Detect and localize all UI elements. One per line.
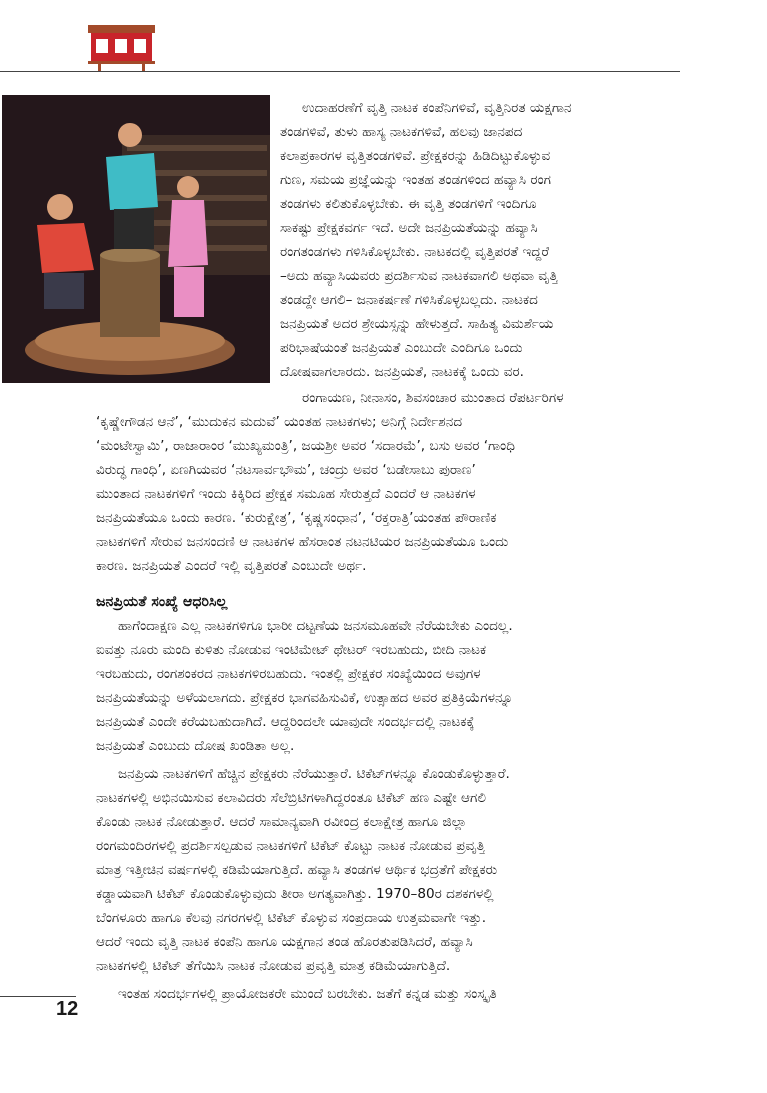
paragraph-line: ತಂಡಗಳು ಕಲಿತುಕೊಳ್ಳಬೇಕು. ಈ ವೃತ್ತಿ ತಂಡಗಳಿಗೆ ಇಂದಿಗೂ [280, 196, 537, 212]
paragraph-line: ಉದಾಹರಣೆಗೆ ವೃತ್ತಿ ನಾಟಕ ಕಂಪೆನಿಗಳಿವೆ, ವೃತ್ತಿನಿರತ ಯಕ್ಷಗಾನ [302, 100, 572, 116]
paragraph-line: ಜನಪ್ರಿಯತೆ ಅದರ ಶ್ರೇಯಸ್ಸನ್ನು ಹೇಳುತ್ತದೆ. ಸಾಹಿತ್ಯ ವಿಮರ್ಶೆಯ [280, 316, 554, 332]
paragraph-line: ತಂಡಗಳಿವೆ, ತುಳು ಹಾಸ್ಯ ನಾಟಕಗಳಿವೆ, ಹಲವು ಜಾನಪದ [280, 124, 523, 140]
stage-scene-photo [2, 95, 270, 383]
paragraph-line: ಆದರೆ ಇಂದು ವೃತ್ತಿ ನಾಟಕ ಕಂಪೆನಿ ಹಾಗೂ ಯಕ್ಷಗಾನ ತಂಡ ಹೊರತುಪಡಿಸಿದರೆ, ಹವ್ಯಾಸಿ [96, 934, 473, 950]
paragraph-line: ಇರಬಹುದು, ರಂಗಶಂಕರದ ನಾಟಕಗಳಿರಬಹುದು. ಇಂತಲ್ಲಿ ಪ್ರೇಕ್ಷಕರ ಸಂಖ್ಯೆಯಿಂದ ಅವುಗಳ [96, 666, 481, 682]
footer-rule [0, 996, 76, 997]
section-heading: ಜನಪ್ರಿಯತೆ ಸಂಖ್ಯೆ ಆಧರಿಸಿಲ್ಲ [96, 594, 228, 610]
paragraph-line: ವಿರುದ್ಧ ಗಾಂಧಿ’, ಏಣಗಿಯವರ ‘ನಟಸಾರ್ವಭೌಮ’, ಚಂದ್ರು ಅವರ ‘ಬಡೇಸಾಬು ಪುರಾಣ’ [96, 462, 476, 478]
paragraph-line: ಜನಪ್ರಿಯತೆ ಎಂದೇ ಕರೆಯಬಹುದಾಗಿದೆ. ಆದ್ದರಿಂದಲೇ ಯಾವುದೇ ಸಂದರ್ಭದಲ್ಲಿ ನಾಟಕಕ್ಕೆ [96, 714, 475, 730]
paragraph-line: ಮುಂತಾದ ನಾಟಕಗಳಿಗೆ ಇಂದು ಕಿಕ್ಕಿರಿದ ಪ್ರೇಕ್ಷಕ ಸಮೂಹ ಸೇರುತ್ತದೆ ಎಂದರೆ ಆ ನಾಟಕಗಳ [96, 486, 476, 502]
paragraph-line: ಕಡ್ಡಾಯವಾಗಿ ಟಿಕೆಟ್ ಕೊಂಡುಕೊಳ್ಳುವುದು ತೀರಾ ಅಗತ್ಯವಾಗಿತ್ತು. 1970–80ರ ದಶಕಗಳಲ್ಲಿ [96, 886, 494, 902]
paragraph-line: ಮಾತ್ರ ಇತ್ತೀಚಿನ ವರ್ಷಗಳಲ್ಲಿ ಕಡಿಮೆಯಾಗುತ್ತಿದೆ. ಹವ್ಯಾಸಿ ತಂಡಗಳ ಆರ್ಥಿಕ ಭದ್ರತೆಗೆ ಪೇಕ್ಷಕರು [96, 862, 498, 878]
paragraph-line: ನಾಟಕಗಳಲ್ಲಿ ಅಭಿನಯಿಸುವ ಕಲಾವಿದರು ಸೆಲೆಬ್ರಿಟಿಗಳಾಗಿದ್ದರಂತೂ ಟಿಕೆಟ್ ಹಣ ಎಷ್ಟೇ ಆಗಲಿ [96, 790, 487, 806]
paragraph-line: ಹಾಗೆಂದಾಕ್ಷಣ ಎಲ್ಲ ನಾಟಕಗಳಿಗೂ ಭಾರೀ ದಟ್ಟಣೆಯ ಜನಸಮೂಹವೇ ನೆರೆಯಬೇಕು ಎಂದಲ್ಲ. [118, 618, 513, 634]
page-number: 12 [56, 998, 79, 1020]
paragraph-line: ನಾಟಕಗಳಲ್ಲಿ ಟಿಕೆಟ್ ತೆಗೆಯಿಸಿ ನಾಟಕ ನೋಡುವ ಪ್ರವೃತ್ತಿ ಮಾತ್ರ ಕಡಿಮೆಯಾಗುತ್ತಿದೆ. [96, 958, 451, 974]
paragraph-line: ಐವತ್ತು ನೂರು ಮಂದಿ ಕುಳಿತು ನೋಡುವ ಇಂಟಿಮೇಟ್ ಥೇಟರ್ ಇರಬಹುದು, ಬೀದಿ ನಾಟಕ [96, 642, 487, 658]
header-rule [0, 71, 680, 72]
paragraph-line: ಜನಪ್ರಿಯತೆಯನ್ನು ಅಳೆಯಲಾಗದು. ಪ್ರೇಕ್ಷಕರ ಭಾಗವಹಿಸುವಿಕೆ, ಉತ್ಸಾಹದ ಅವರ ಪ್ರತಿಕ್ರಿಯೆಗಳನ್ನೂ [96, 690, 514, 706]
paragraph-line: ಬೆಂಗಳೂರು ಹಾಗೂ ಕೆಲವು ನಗರಗಳಲ್ಲಿ ಟಿಕೆಟ್ ಕೊಳ್ಳುವ ಸಂಪ್ರದಾಯ ಉತ್ತಮವಾಗೇ ಇತ್ತು. [96, 910, 487, 926]
paragraph-line: ‘ಮಂಟೇಸ್ವಾಮಿ’, ರಾಜಾರಾಂರ ‘ಮುಖ್ಯಮಂತ್ರಿ’, ಜಯಶ್ರೀ ಅವರ ‘ಸದಾರಮೆ’, ಬಸು ಅವರ ‘ಗಾಂಧಿ [96, 438, 515, 454]
paragraph-line: ರಂಗಮಂದಿರಗಳಲ್ಲಿ ಪ್ರದರ್ಶಿಸಲ್ಪಡುವ ನಾಟಕಗಳಿಗೆ ಟಿಕೆಟ್ ಕೊಟ್ಟು ನಾಟಕ ನೋಡುವ ಪ್ರವೃತ್ತಿ [96, 838, 486, 854]
paragraph-line: ಇಂತಹ ಸಂದರ್ಭಗಳಲ್ಲಿ ಪ್ರಾಯೋಜಕರೇ ಮುಂದೆ ಬರಬೇಕು. ಜತೆಗೆ ಕನ್ನಡ ಮತ್ತು ಸಂಸ್ಕೃತಿ [118, 986, 497, 1002]
paragraph-line: ಜನಪ್ರಿಯತೆ ಎಂಬುದು ದೋಷ ಖಂಡಿತಾ ಅಲ್ಲ. [96, 738, 295, 754]
paragraph-line: ರಂಗತಂಡಗಳು ಗಳಿಸಿಕೊಳ್ಳಬೇಕು. ನಾಟಕದಲ್ಲಿ ವೃತ್ತಿಪರತೆ ಇದ್ದರೆ [280, 244, 550, 260]
paragraph-line: ನಾಟಕಗಳಿಗೆ ಸೇರುವ ಜನಸಂದಣಿ ಆ ನಾಟಕಗಳ ಹೆಸರಾಂತ ನಟನಟಿಯರ ಜನಪ್ರಿಯತೆಯೂ ಒಂದು [96, 534, 509, 550]
theatre-booth-icon [88, 25, 155, 71]
paragraph-line: ಪರಿಭಾಷೆಯಂತೆ ಜನಪ್ರಿಯತೆ ಎಂಬುದೇ ಎಂದಿಗೂ ಒಂದು [280, 340, 523, 356]
paragraph-line: ರಂಗಾಯಣ, ನೀನಾಸಂ, ಶಿವಸಂಚಾರ ಮುಂತಾದ ರೆಪರ್ಟರಿಗಳ [302, 390, 564, 406]
paragraph-line: ಗುಣ, ಸಮಯ ಪ್ರಜ್ಞೆಯನ್ನು ಇಂತಹ ತಂಡಗಳಿಂದ ಹವ್ಯಾಸಿ ರಂಗ [280, 172, 551, 188]
paragraph-line: ಕಲಾಪ್ರಕಾರಗಳ ವೃತ್ತಿತಂಡಗಳಿವೆ. ಪ್ರೇಕ್ಷಕರನ್ನು ಹಿಡಿದಿಟ್ಟುಕೊಳ್ಳುವ [280, 148, 551, 164]
paragraph-line: ಕೊಂಡು ನಾಟಕ ನೋಡುತ್ತಾರೆ. ಆದರೆ ಸಾಮಾನ್ಯವಾಗಿ ರವೀಂದ್ರ ಕಲಾಕ್ಷೇತ್ರ ಹಾಗೂ ಜಿಲ್ಲಾ [96, 814, 467, 830]
paragraph-line: ಜನಪ್ರಿಯ ನಾಟಕಗಳಿಗೆ ಹೆಚ್ಚಿನ ಪ್ರೇಕ್ಷಕರು ನೆರೆಯುತ್ತಾರೆ. ಟಿಕೆಟ್‌ಗಳನ್ನೂ ಕೊಂಡುಕೊಳ್ಳುತ್ತಾರೆ. [118, 766, 510, 782]
paragraph-line: –ಅದು ಹವ್ಯಾಸಿಯವರು ಪ್ರದರ್ಶಿಸುವ ನಾಟಕವಾಗಲಿ ಅಥವಾ ವೃತ್ತಿ [280, 268, 558, 284]
paragraph-line: ತಂಡದ್ದೇ ಆಗಲಿ– ಜನಾಕರ್ಷಣೆ ಗಳಿಸಿಕೊಳ್ಳಬಲ್ಲದು. ನಾಟಕದ [280, 292, 538, 308]
paragraph-line: ಕಾರಣ. ಜನಪ್ರಿಯತೆ ಎಂದರೆ ಇಲ್ಲಿ ವೃತ್ತಿಪರತೆ ಎಂಬುದೇ ಅರ್ಥ. [96, 558, 367, 574]
paragraph-line: ದೋಷವಾಗಲಾರದು. ಜನಪ್ರಿಯತೆ, ನಾಟಕಕ್ಕೆ ಒಂದು ವರ. [280, 364, 524, 380]
paragraph-line: ‘ಕೃಷ್ಣೇಗೌಡನ ಆನೆ’, ‘ಮುದುಕನ ಮದುವೆ’ ಯಂತಹ ನಾಟಕಗಳು; ಅನಿಗ್ಗೆ ನಿರ್ದೇಶನದ [96, 414, 463, 430]
paragraph-line: ಜನಪ್ರಿಯತೆಯೂ ಒಂದು ಕಾರಣ. ‘ಕುರುಕ್ಷೇತ್ರ’, ‘ಕೃಷ್ಣಸಂಧಾನ’, ‘ರಕ್ತರಾತ್ರಿ’ಯಂತಹ ಪೌರಾಣಿಕ [96, 510, 497, 526]
paragraph-line: ಸಾಕಷ್ಟು ಪ್ರೇಕ್ಷಕವರ್ಗ ಇದೆ. ಅದೇ ಜನಪ್ರಿಯತೆಯನ್ನು ಹವ್ಯಾಸಿ [280, 220, 538, 236]
